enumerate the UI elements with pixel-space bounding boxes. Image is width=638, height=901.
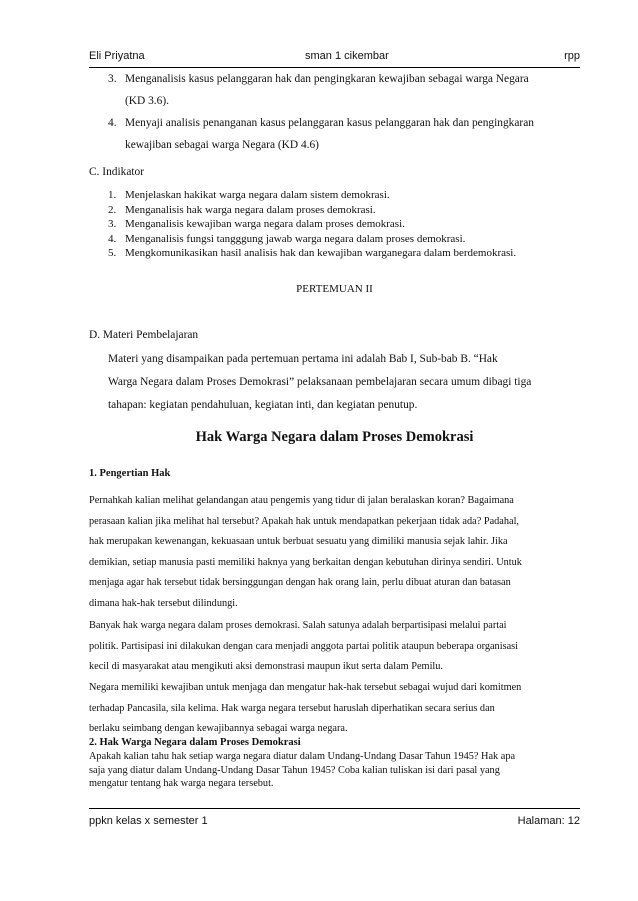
section-title: Hak Warga Negara dalam Proses Demokrasi bbox=[195, 429, 474, 445]
indikator-heading: C. Indikator bbox=[89, 166, 145, 178]
list-item: 2. Menganalisis hak warga negara dalam proses demokrasi. bbox=[108, 203, 376, 216]
list-item: 1. Menjelaskan hakikat warga negara dalam sistem demokrasi. bbox=[108, 189, 390, 201]
list-item: 3. Menganalisis kewajiban warga negara dalam proses demokrasi. bbox=[108, 218, 405, 230]
paragraph-3: Negara memiliki kewajiban untuk menjaga dan mengatur hak-hak tersebut sebagai wujud dari komitmen terhadap Pancasila, sila kelima. Hak warga negara tersebut haruslah diperhatikan secara serius dan berlaku seimbang dengan kewajibannya sebagai warga negara. bbox=[89, 682, 522, 734]
header-doc-type: rpp bbox=[564, 50, 580, 62]
subsection-heading-2: 2. Hak Warga Negara dalam Proses Demokrasi bbox=[89, 737, 301, 748]
paragraph-4: Apakah kalian tahu hak setiap warga negara diatur dalam Undang-Undang Dasar Tahun 1945? Hak apa saja yang diatur dalam Undang-Undang Dasar Tahun 1945? Coba kalian tuliskan isi dari pasal yang mengatur tentang hak warga negara tersebut. bbox=[89, 751, 516, 789]
indikator-list bbox=[89, 188, 580, 261]
paragraph-1: Pernahkah kalian melihat gelandangan atau pengemis yang tidur di jalan beralaskan koran? Bagaimana perasaan kalian jika melihat hal tersebut? Apakah hak untuk mendapatkan pekerjaan tidak ada? Padahal, hak merupakan kewenangan, kekuasaan untuk berbuat sesuatu yang dimiliki manusia sejak lahir. Jika demikian, setiap manusia pasti memiliki haknya yang berkaitan dengan kebutuhan dirinya sendiri. Untuk menjaga agar hak tersebut tidak bersinggungan dengan hak orang lain, perlu dibuat aturan dan batasan dimana hak-hak tersebut dilindungi. bbox=[89, 495, 522, 609]
footer-page-number: Halaman: 12 bbox=[517, 815, 580, 827]
page-footer bbox=[89, 815, 580, 831]
list-item: 4. Menyaji analisis penanganan kasus pelanggaran kasus pelanggaran hak dan pengingkaran kewajiban sebagai warga Negara (KD 4.6) bbox=[108, 117, 534, 151]
meeting-heading: PERTEMUAN II bbox=[296, 283, 373, 295]
header-author: Eli Priyatna bbox=[89, 50, 145, 62]
paragraph-2: Banyak hak warga negara dalam proses demokrasi. Salah satunya adalah berpartisipasi melalui partai politik. Partisipasi ini dilakukan dengan cara menjadi anggota partai politik ataupun beberapa organisasi kecil di masyarakat atau mengikuti aksi demonstrasi maupun ikut serta dalam Pemilu. bbox=[89, 620, 519, 672]
page-header bbox=[89, 50, 580, 66]
subsection-heading-1: 1. Pengertian Hak bbox=[89, 468, 171, 479]
list-item: 4. Menganalisis fungsi tangggung jawab warga negara dalam proses demokrasi. bbox=[108, 232, 466, 245]
materi-heading: D. Materi Pembelajaran bbox=[89, 329, 199, 341]
footer-rule bbox=[89, 808, 580, 809]
list-item: 5. Mengkomunikasikan hasil analisis hak dan kewajiban warganegara dalam berdemokrasi. bbox=[108, 247, 517, 259]
materi-text: Materi yang disampaikan pada pertemuan pertama ini adalah Bab I, Sub-bab B. “Hak Warga Negara dalam Proses Demokrasi” pelaksanaan pembelajaran secara umum dibagi tiga tahapan: kegiatan pendahuluan, kegiatan inti, dan kegiatan penutup. bbox=[108, 353, 532, 411]
footer-course: ppkn kelas x semester 1 bbox=[89, 815, 208, 827]
objectives-list bbox=[89, 68, 580, 156]
list-item: 3. Menganalisis kasus pelanggaran hak dan pengingkaran kewajiban sebagai warga Negara (KD 3.6). bbox=[108, 73, 529, 107]
header-school: sman 1 cikembar bbox=[305, 50, 389, 62]
